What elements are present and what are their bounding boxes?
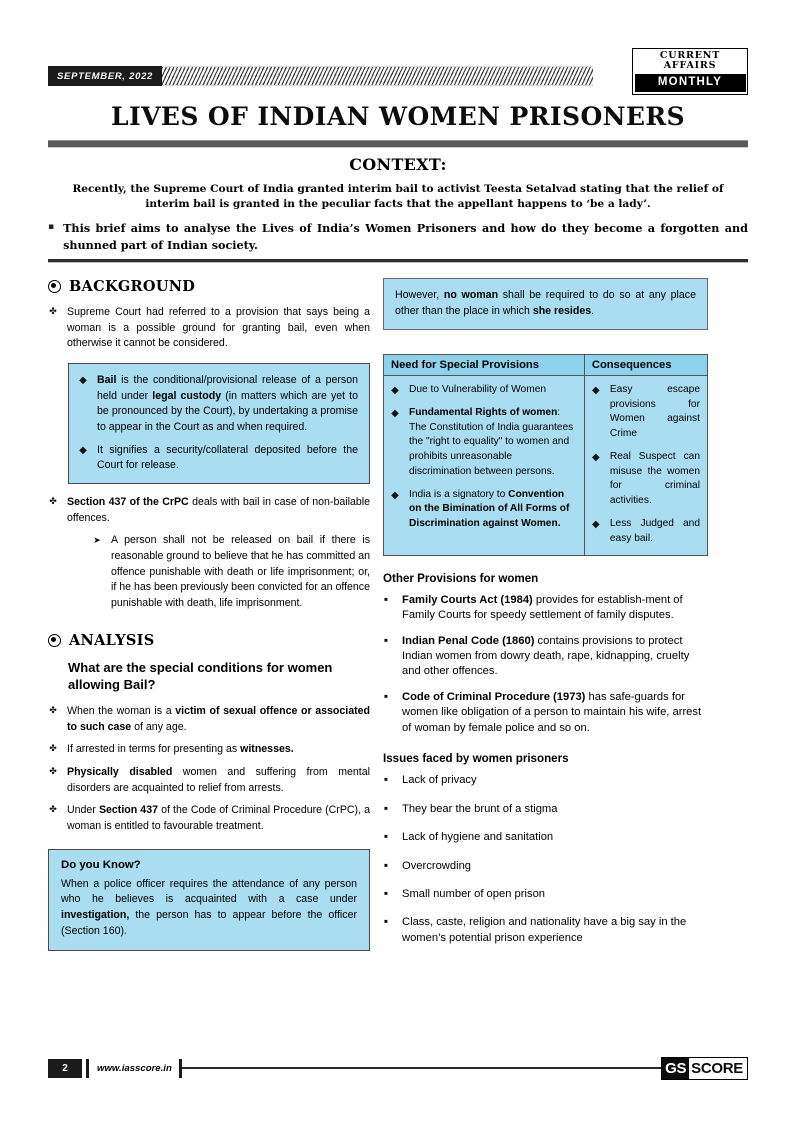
bullet-icon: ▪ <box>48 222 55 232</box>
section437-sublist <box>92 533 370 611</box>
list-item <box>48 704 370 735</box>
bold-no-woman: no woman <box>443 289 499 301</box>
bail-item-1: It signifies a security/collateral deposited before the Court for release. <box>97 443 358 472</box>
consequences-list <box>591 383 700 547</box>
bold: Code of Criminal Procedure (1973) <box>402 690 586 703</box>
list-item <box>78 443 358 474</box>
list-item <box>78 373 358 436</box>
bail-definition-box <box>68 363 370 484</box>
consequence-item-2: Less Judged and easy bail. <box>609 518 700 544</box>
mid: shall be required to do so at any place other than the place in which <box>395 289 696 317</box>
list-item <box>591 517 700 547</box>
analysis-item-1 <box>67 742 370 758</box>
background-list <box>48 305 370 352</box>
list-item <box>48 495 370 526</box>
bail-list <box>78 373 358 474</box>
context-bullet-text: This brief aims to analyse the Lives of India’s Women Prisoners and how do they become a forgotten and shunned part of Indian society. <box>63 221 748 252</box>
bold: victim of sexual offence or associated to such case <box>67 704 370 733</box>
square-bullet-icon: ◆ <box>592 384 600 396</box>
issue-date-tag: SEPTEMBER, 2022 <box>48 66 162 86</box>
post: . <box>591 304 595 317</box>
page-title: LIVES OF INDIAN WOMEN PRISONERS <box>111 102 685 131</box>
square-bullet-icon: ▪ <box>383 688 389 703</box>
issues-heading: Issues faced by women prisoners <box>383 752 569 766</box>
provision-item-0 <box>402 593 708 624</box>
context-paragraph: Recently, the Supreme Court of India granted interim bail to activist Teesta Setalvad stating that the relief of interim bail is granted in the peculiar facts that the appellant happens to ‘be a lady’. <box>72 183 724 211</box>
section437-bold: Section 437 of the CrPC <box>67 496 189 509</box>
issue-item-1: They bear the brunt of a stigma <box>402 802 558 815</box>
issue-item-2: Lack of hygiene and sanitation <box>402 831 554 844</box>
list-item <box>383 802 708 817</box>
square-bullet-icon: ▪ <box>383 886 389 901</box>
post: the person has to appear before the officer (Section 160). <box>61 909 357 938</box>
gsscore-logo <box>661 1057 748 1080</box>
list-item <box>383 887 708 902</box>
square-bullet-icon: ▪ <box>383 632 389 647</box>
need-item-2 <box>409 488 577 532</box>
list-item <box>591 383 700 442</box>
right-column <box>383 278 708 959</box>
list-item <box>48 305 370 352</box>
context-bullet <box>48 220 748 254</box>
analysis-question: What are the special conditions for women allowing Bail? <box>68 659 333 693</box>
table-head <box>384 354 708 375</box>
list-item <box>591 450 700 509</box>
consequence-item-0: Easy escape provisions for Women against Crime <box>609 383 700 440</box>
left-column <box>48 278 370 951</box>
flower-bullet-icon: ✤ <box>49 704 57 715</box>
flower-bullet-icon: ✤ <box>49 306 57 316</box>
target-bullet-icon <box>48 634 61 647</box>
analysis-item-3 <box>67 803 370 834</box>
bail-rest: (in matters which are yet to be pronounced by the Court), by undertaking a promise to appear in the Court as and when required. <box>97 389 359 434</box>
consequence-item-1: Real Suspect can misuse the women for criminal activities. <box>609 450 700 507</box>
other-provisions-heading: Other Provisions for women <box>383 571 539 585</box>
square-bullet-icon: ▪ <box>383 914 389 929</box>
pre: Under <box>67 804 99 817</box>
section437-list <box>48 495 370 526</box>
other-provisions-list <box>383 593 708 737</box>
background-heading <box>48 278 370 295</box>
square-bullet-icon: ▪ <box>383 829 389 844</box>
need-list <box>390 383 577 532</box>
table-cell-consequences <box>584 375 707 555</box>
bold: Family Courts Act (1984) <box>402 593 533 606</box>
flower-bullet-icon: ✤ <box>49 765 57 776</box>
page-footer <box>48 1055 748 1081</box>
pre: India is a signatory to <box>409 488 509 500</box>
footer-divider-1 <box>86 1059 89 1078</box>
list-item <box>92 533 370 611</box>
bold: Indian Penal Code (1860) <box>402 634 535 647</box>
background-heading-label: BACKGROUND <box>69 278 196 295</box>
post: : The Constitution of India guarantees the "right to equality" to women and prohibits unreasonable discrimination between persons. <box>409 406 574 477</box>
list-item <box>390 488 577 532</box>
date-strip <box>48 66 593 86</box>
issue-item-4: Small number of open prison <box>402 888 546 901</box>
issue-item-5: Class, caste, religion and nationality have a big say in the women’s potential prison experience <box>402 916 687 944</box>
bold: Physically disabled <box>67 765 173 778</box>
flower-bullet-icon: ✤ <box>49 496 57 507</box>
background-item-0: Supreme Court had referred to a provision that says being a woman is a possible ground for granting bail, even when otherwise it cannot be considered. <box>67 306 370 350</box>
do-you-know-text <box>61 877 357 941</box>
provisions-table <box>383 354 708 556</box>
list-item <box>383 773 708 788</box>
pre: When the woman is a <box>67 704 176 717</box>
provision-item-2 <box>402 690 708 736</box>
list-item <box>383 830 708 845</box>
flower-bullet-icon: ✤ <box>49 804 57 815</box>
post: of any age. <box>131 720 187 733</box>
footer-website: www.iasscore.in <box>97 1062 172 1074</box>
list-item <box>383 915 708 946</box>
square-bullet-icon: ▪ <box>383 857 389 872</box>
page-number: 2 <box>48 1059 82 1078</box>
table-header-row <box>384 354 708 375</box>
target-bullet-icon <box>48 280 61 293</box>
analysis-heading-label: ANALYSIS <box>69 631 155 649</box>
post: of the Code of Criminal Procedure (CrPC), a woman is entitled to favourable treatment. <box>67 804 371 832</box>
list-item <box>390 406 577 480</box>
bold: Section 437 <box>98 804 158 817</box>
bold: witnesses. <box>240 743 294 756</box>
bail-bold-2: legal custody <box>152 389 222 402</box>
need-item-1 <box>409 406 577 480</box>
analysis-list <box>48 704 370 835</box>
rest: provides for establish-ment of Family Courts for speedy settlement of family disputes. <box>402 593 683 622</box>
bold: Convention on the Bimination of All Forms of Discrimination against Women. <box>409 488 570 530</box>
list-item <box>383 593 708 624</box>
list-item <box>48 765 370 796</box>
table-row <box>384 375 708 555</box>
footer-rule <box>182 1067 661 1068</box>
pre: If arrested in terms for presenting as <box>67 743 241 756</box>
square-bullet-icon: ◆ <box>592 519 600 531</box>
bold: Fundamental Rights of women <box>409 406 558 418</box>
context-heading: CONTEXT: <box>349 155 447 174</box>
square-bullet-icon: ▪ <box>383 800 389 815</box>
table-header-consequences: Consequences <box>584 354 707 375</box>
logo-gs: GS <box>662 1058 689 1079</box>
striped-rule <box>162 66 593 86</box>
page-header <box>48 48 748 94</box>
section437-text <box>67 495 370 526</box>
list-item <box>48 742 370 758</box>
square-bullet-icon: ◆ <box>391 407 399 419</box>
square-bullet-icon: ◆ <box>391 384 399 396</box>
bold: investigation, <box>61 909 130 922</box>
pre: When a police officer requires the attendance of any person who he believes is acquainted with a case under <box>61 877 357 906</box>
need-item-0 <box>409 383 577 398</box>
list-item <box>383 634 708 680</box>
square-bullet-icon: ◆ <box>391 489 399 501</box>
issue-item-3: Overcrowding <box>402 859 472 872</box>
rest: contains provisions to protect Indian women from dowry death, rape, kidnapping, cruelty and other offences. <box>402 634 690 678</box>
pre: Due to Vulnerability of Women <box>409 383 547 395</box>
list-item <box>383 690 708 736</box>
badge-subtitle: MONTHLY <box>635 74 746 92</box>
square-bullet-icon: ◆ <box>79 444 87 456</box>
analysis-item-2 <box>67 765 370 796</box>
do-you-know-title: Do you Know? <box>61 858 141 871</box>
bold-she-resides: she resides <box>532 304 592 317</box>
square-bullet-icon: ◆ <box>592 451 600 463</box>
list-item <box>383 859 708 874</box>
square-bullet-icon: ▪ <box>383 772 389 787</box>
table-header-need: Need for Special Provisions <box>384 354 585 375</box>
however-note-box <box>383 278 708 330</box>
current-affairs-badge <box>632 48 748 95</box>
issues-list <box>383 773 708 946</box>
square-bullet-icon: ◆ <box>79 375 87 387</box>
logo-score: SCORE <box>689 1058 747 1079</box>
analysis-item-0 <box>67 704 370 735</box>
flower-bullet-icon: ✤ <box>49 743 57 754</box>
analysis-heading <box>48 632 370 649</box>
post: women and suffering from mental disorders are acquainted to relief from arrests. <box>67 765 370 794</box>
bail-item-0 <box>97 373 358 436</box>
badge-title: CURRENT AFFAIRS <box>659 50 721 72</box>
arrow-bullet-icon: ➤ <box>93 535 101 546</box>
section437-sub-text: A person shall not be released on bail if there is reasonable ground to believe that he has committed an offence punishable with death or life imprisonment; or, if he has been previously been convicted for an offence punishable with death, life imprisonment. <box>111 534 370 610</box>
list-item <box>48 803 370 834</box>
bail-mid: is the conditional/provisional release of a person held under <box>97 374 358 402</box>
table-cell-need <box>384 375 585 555</box>
list-item <box>390 383 577 398</box>
section437-rest: deals with bail in case of non-bailable offences. <box>67 496 370 524</box>
bail-bold-1: Bail <box>97 374 117 387</box>
rest: has safe-guards for women like obligation of a person to maintain his wife, arrest of woman by female police and so on. <box>402 690 702 734</box>
do-you-know-box <box>48 849 370 952</box>
title-divider <box>48 140 748 148</box>
pre: However, <box>395 289 444 301</box>
provision-item-1 <box>402 634 708 680</box>
context-divider <box>48 259 748 263</box>
square-bullet-icon: ▪ <box>383 591 389 606</box>
table-body <box>384 375 708 555</box>
issue-item-0: Lack of privacy <box>402 774 477 787</box>
